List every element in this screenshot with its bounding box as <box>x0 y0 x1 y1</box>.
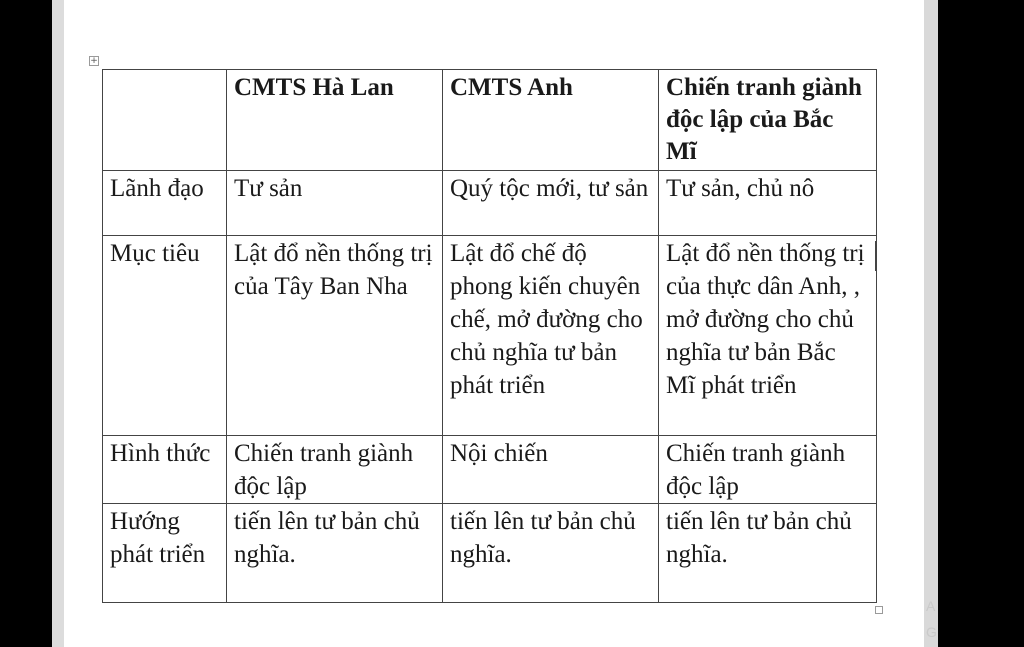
table-header-row <box>103 70 877 171</box>
side-panel-letter: G <box>926 624 937 640</box>
left-gutter <box>52 0 64 647</box>
header-cell-england[interactable]: CMTS Anh <box>443 70 659 171</box>
table-cell[interactable]: tiến lên tư bản chủ nghĩa. <box>227 504 443 603</box>
header-cell-north-america[interactable]: Chiến tranh giành độc lập của Bắc Mĩ <box>659 70 877 171</box>
side-panel-letter: A <box>926 598 936 614</box>
table-cell[interactable]: Tư sản, chủ nô <box>659 171 877 236</box>
table-cell[interactable]: Chiến tranh giành độc lập <box>659 436 877 504</box>
table-cell[interactable]: Chiến tranh giành độc lập <box>227 436 443 504</box>
table-resize-handle-icon[interactable] <box>875 606 883 614</box>
table-cell[interactable]: Nội chiến <box>443 436 659 504</box>
table-cell[interactable]: Lật đổ nền thống trị của thực dân Anh, , mở đường cho chủ nghĩa tư bản Bắc Mĩ phát triển <box>659 236 877 436</box>
table-row <box>103 504 877 603</box>
row-label-cell[interactable]: Hình thức <box>103 436 227 504</box>
header-cell-empty[interactable] <box>103 70 227 171</box>
table-row <box>103 436 877 504</box>
table-cell[interactable]: Lật đổ chế độ phong kiến chuyên chế, mở đường cho chủ nghĩa tư bản phát triển <box>443 236 659 436</box>
comparison-table[interactable] <box>102 69 877 603</box>
table-cell[interactable]: tiến lên tư bản chủ nghĩa. <box>659 504 877 603</box>
table-row <box>103 171 877 236</box>
text-cursor <box>875 241 877 271</box>
table-cell[interactable]: Tư sản <box>227 171 443 236</box>
row-label-cell[interactable]: Mục tiêu <box>103 236 227 436</box>
right-gutter <box>924 0 938 647</box>
table-cell[interactable]: Quý tộc mới, tư sản <box>443 171 659 236</box>
row-label-cell[interactable]: Lãnh đạo <box>103 171 227 236</box>
table-row <box>103 236 877 436</box>
table-cell[interactable]: tiến lên tư bản chủ nghĩa. <box>443 504 659 603</box>
table-cell[interactable]: Lật đổ nền thống trị của Tây Ban Nha <box>227 236 443 436</box>
table-move-handle-icon[interactable]: + <box>90 56 98 66</box>
header-cell-netherlands[interactable]: CMTS Hà Lan <box>227 70 443 171</box>
row-label-cell[interactable]: Hướng phát triển <box>103 504 227 603</box>
